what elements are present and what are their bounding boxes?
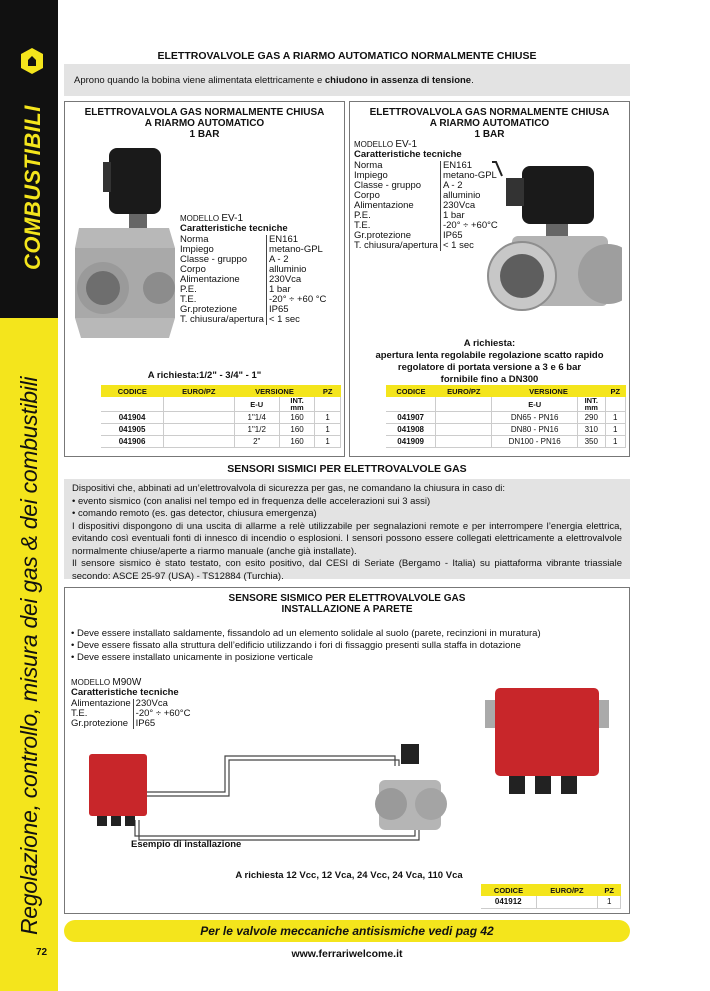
- left-specs: [180, 214, 328, 325]
- spec-label: Corpo: [180, 264, 206, 275]
- spec-value: -20° ÷ +60 °C: [266, 295, 328, 305]
- spec-value: < 1 sec: [266, 315, 328, 325]
- subcol-int-label: INT.: [290, 396, 304, 405]
- sensor-specs-title: Caratteristiche tecniche: [71, 687, 179, 698]
- spec-label: Alimentazione: [180, 274, 240, 285]
- spec-label: P.E.: [180, 284, 197, 295]
- row-int: 290: [577, 412, 605, 424]
- sensor-bullets: [71, 628, 541, 664]
- subcol-int-label: INT.: [584, 396, 598, 405]
- spec-label: Corpo: [354, 190, 380, 201]
- spec-label: Classe - gruppo: [354, 180, 422, 191]
- row-int: 160: [279, 424, 314, 436]
- table-row: [481, 896, 621, 908]
- col-pz: PZ: [598, 884, 621, 896]
- sensor-panel-title-1: SENSORE SISMICO PER ELETTROVALVOLE GAS: [228, 593, 466, 604]
- row-code: 041909: [386, 436, 436, 448]
- installation-example-label: Esempio di installazione: [131, 839, 242, 850]
- row-eu: 2": [234, 436, 279, 448]
- spec-value: EN161: [266, 235, 328, 245]
- sensor-specs: [71, 678, 192, 729]
- spec-label: Alimentazione: [71, 698, 131, 709]
- right-panel-title-1: ELETTROVALVOLA GAS NORMALMENTE CHIUSA: [369, 107, 610, 118]
- right-model-label: MODELLO: [354, 140, 394, 149]
- sensors-paragraph: Dispositivi che, abbinati ad un’elettrovalvola di sicurezza per gas, ne comandano la chiusura in caso di:: [72, 483, 506, 494]
- sensor-product-panel: [64, 587, 630, 914]
- row-eu: 1"1/2: [234, 424, 279, 436]
- intro-bold: chiudono in assenza di tensione: [324, 75, 472, 86]
- side-category: COMBUSTIBILI: [20, 105, 45, 270]
- intro-bar: [64, 64, 630, 96]
- spec-label: Impiego: [354, 170, 388, 181]
- sensor-bullet: • Deve essere installato saldamente, fissandolo ad un elemento solidale al suolo (parete, recinzioni in muratura): [71, 628, 541, 639]
- right-panel-title-2: A RIARMO AUTOMATICO: [429, 118, 550, 129]
- row-price: [536, 896, 598, 908]
- spec-label: Gr.protezione: [180, 304, 238, 315]
- website-url[interactable]: www.ferrariwelcome.it: [291, 948, 403, 960]
- row-pz: 1: [605, 424, 625, 436]
- row-pz: 1: [605, 412, 625, 424]
- spec-label: Impiego: [180, 244, 214, 255]
- page-number: 72: [36, 947, 48, 958]
- right-note-line: A richiesta:: [463, 338, 516, 349]
- valve-ev1-threaded-image: [69, 148, 181, 348]
- row-code: 041906: [101, 436, 164, 448]
- col-pz: PZ: [315, 385, 341, 397]
- sensor-bullet: • Deve essere fissato alla struttura dell’edificio utilizzando i fori di fissaggio presenti sulla staffa in dotazione: [71, 640, 521, 651]
- spec-value: IP65: [440, 231, 499, 241]
- row-pz: 1: [315, 424, 341, 436]
- right-panel-title-3: 1 BAR: [474, 129, 505, 140]
- row-pz: 1: [598, 896, 621, 908]
- spec-value: IP65: [266, 305, 328, 315]
- subcol-eu: E-U: [234, 397, 279, 412]
- row-price: [436, 436, 492, 448]
- sensor-specs-table: [71, 699, 192, 729]
- sensor-m90w-image: [483, 684, 611, 804]
- subcol-int: [577, 397, 605, 412]
- right-note-line: apertura lenta regolabile regolazione scatto rapido: [375, 350, 604, 361]
- right-note-line: fornibile fino a DN300: [440, 374, 539, 385]
- sensor-note: A richiesta 12 Vcc, 12 Vca, 24 Vcc, 24 Vca, 110 Vca: [235, 870, 463, 881]
- row-int: 310: [577, 424, 605, 436]
- spec-label: T.E.: [180, 294, 197, 305]
- spec-label: Gr.protezione: [71, 718, 129, 729]
- sensor-product-table: [481, 884, 621, 909]
- col-price: EURO/PZ: [436, 385, 492, 397]
- row-eu: DN80 - PN16: [492, 424, 578, 436]
- right-product-panel: [349, 101, 630, 457]
- spec-value: 230Vca: [133, 699, 192, 709]
- right-specs: [354, 140, 500, 251]
- row-int: 160: [279, 412, 314, 424]
- left-model-name: EV-1: [221, 213, 244, 224]
- spec-value: A - 2: [440, 181, 499, 191]
- spec-label: T. chiusura/apertura: [180, 314, 264, 325]
- row-code: 041908: [386, 424, 436, 436]
- sensors-paragraph: Il sensore sismico è stato testato, con esito positivo, dal CESI di Seriate (Bergamo - Italia) su piattaforma vibrante triassiale secondo: ASCE 25-97 (USA) - TS12884 (Turchia).: [72, 558, 622, 582]
- row-pz: 1: [315, 436, 341, 448]
- small-sensor-shape: [89, 754, 147, 816]
- footer-banner: Per le valvole meccaniche antisismiche vedi pag 42: [64, 920, 630, 942]
- left-note: A richiesta:1/2" - 3/4" - 1": [147, 370, 262, 381]
- right-note-line: regolatore di portata versione a 3 e 6 bar: [397, 362, 582, 373]
- left-panel-title-3: 1 BAR: [189, 129, 220, 140]
- side-subtitle: Regolazione, controllo, misura dei gas & dei combustibili: [16, 376, 42, 935]
- left-panel-title-2: A RIARMO AUTOMATICO: [144, 118, 265, 129]
- table-row: [386, 412, 626, 424]
- col-code: CODICE: [481, 884, 536, 896]
- subcol-int: [279, 397, 314, 412]
- col-code: CODICE: [101, 385, 164, 397]
- table-row: [386, 424, 626, 436]
- sensor-model-label: MODELLO: [71, 678, 111, 687]
- left-product-panel: [64, 101, 345, 457]
- spec-label: Norma: [354, 160, 383, 171]
- sensors-title: SENSORI SISMICI PER ELETTROVALVOLE GAS: [227, 463, 467, 475]
- table-row: [386, 436, 626, 448]
- row-price: [436, 424, 492, 436]
- spec-label: T.E.: [354, 220, 371, 231]
- col-price: EURO/PZ: [164, 385, 234, 397]
- spec-value: metano-GPL: [440, 171, 499, 181]
- row-price: [436, 412, 492, 424]
- row-int: 350: [577, 436, 605, 448]
- right-note: [350, 338, 629, 386]
- col-version: VERSIONE: [234, 385, 315, 397]
- sensors-bullet: • comando remoto (es. gas detector, chiusura emergenza): [72, 508, 317, 519]
- sensor-panel-title-2: INSTALLAZIONE A PARETE: [281, 604, 413, 615]
- col-pz: PZ: [605, 385, 625, 397]
- row-code: 041904: [101, 412, 164, 424]
- intro-text: Aprono quando la bobina viene alimentata elettricamente e: [74, 75, 325, 86]
- sensors-bullet: • evento sismico (con analisi nel tempo ed in frequenza delle accelerazioni sui 3 assi): [72, 495, 431, 507]
- right-product-table: [386, 385, 626, 448]
- sensor-bullet: • Deve essere installato unicamente in posizione verticale: [71, 652, 314, 663]
- col-price: EURO/PZ: [536, 884, 598, 896]
- spec-label: Gr.protezione: [354, 230, 412, 241]
- subcol-eu: E-U: [492, 397, 578, 412]
- col-code: CODICE: [386, 385, 436, 397]
- right-model-name: EV-1: [395, 139, 418, 150]
- spec-value: -20° ÷ +60°C: [133, 709, 192, 719]
- row-pz: 1: [315, 412, 341, 424]
- row-price: [164, 424, 234, 436]
- subcol-int-unit: mm: [290, 403, 304, 412]
- row-code: 041905: [101, 424, 164, 436]
- valve-ev1-flanged-image: [482, 158, 622, 328]
- right-specs-table: [354, 161, 500, 251]
- left-model-label: MODELLO: [180, 214, 220, 223]
- row-eu: 1"1/4: [234, 412, 279, 424]
- col-version: VERSIONE: [492, 385, 605, 397]
- spec-label: P.E.: [354, 210, 371, 221]
- left-specs-title: Caratteristiche tecniche: [180, 223, 288, 234]
- spec-value: -20° ÷ +60°C: [440, 221, 499, 231]
- spec-value: 1 bar: [266, 285, 328, 295]
- table-row: [101, 424, 341, 436]
- left-product-table: [101, 385, 341, 448]
- spec-value: alluminio: [440, 191, 499, 201]
- row-price: [164, 412, 234, 424]
- spec-value: < 1 sec: [440, 241, 499, 251]
- row-code: 041912: [481, 896, 536, 908]
- row-eu: DN100 - PN16: [492, 436, 578, 448]
- right-specs-title: Caratteristiche tecniche: [354, 149, 462, 160]
- spec-value: A - 2: [266, 255, 328, 265]
- spec-label: Alimentazione: [354, 200, 414, 211]
- row-eu: DN65 - PN16: [492, 412, 578, 424]
- left-panel-title-1: ELETTROVALVOLA GAS NORMALMENTE CHIUSA: [84, 107, 325, 118]
- spec-label: T.E.: [71, 708, 88, 719]
- intro-end: .: [471, 75, 474, 86]
- row-code: 041907: [386, 412, 436, 424]
- subcol-int-unit: mm: [584, 403, 598, 412]
- spec-label: Norma: [180, 234, 209, 245]
- table-row: [101, 436, 341, 448]
- sensors-paragraph: I dispositivi dispongono di una uscita di allarme a relè utilizzabile per segnalazioni remote e per interrompere l’energia elettrica, evitando così eventuali fonti di innesco di incendio o esplosioni. I sensori possono essere collegati elettricamente a elettrovalvole normalmente chiuse/aperte a riarmo manuale (anche già installate).: [72, 520, 622, 557]
- spec-label: T. chiusura/apertura: [354, 240, 438, 251]
- spec-value: alluminio: [266, 265, 328, 275]
- spec-value: 230Vca: [266, 275, 328, 285]
- spec-value: IP65: [133, 719, 192, 729]
- sensor-model-name: M90W: [112, 677, 142, 688]
- spec-value: EN161: [440, 161, 499, 171]
- row-pz: 1: [605, 436, 625, 448]
- spec-value: 1 bar: [440, 211, 499, 221]
- table-row: [101, 412, 341, 424]
- spec-label: Classe - gruppo: [180, 254, 248, 265]
- page-title: ELETTROVALVOLE GAS A RIARMO AUTOMATICO NORMALMENTE CHIUSE: [157, 50, 537, 62]
- left-specs-table: [180, 235, 328, 325]
- sensors-description: [64, 479, 630, 582]
- row-price: [164, 436, 234, 448]
- spec-value: 230Vca: [440, 201, 499, 211]
- row-int: 160: [279, 436, 314, 448]
- spec-value: metano-GPL: [266, 245, 328, 255]
